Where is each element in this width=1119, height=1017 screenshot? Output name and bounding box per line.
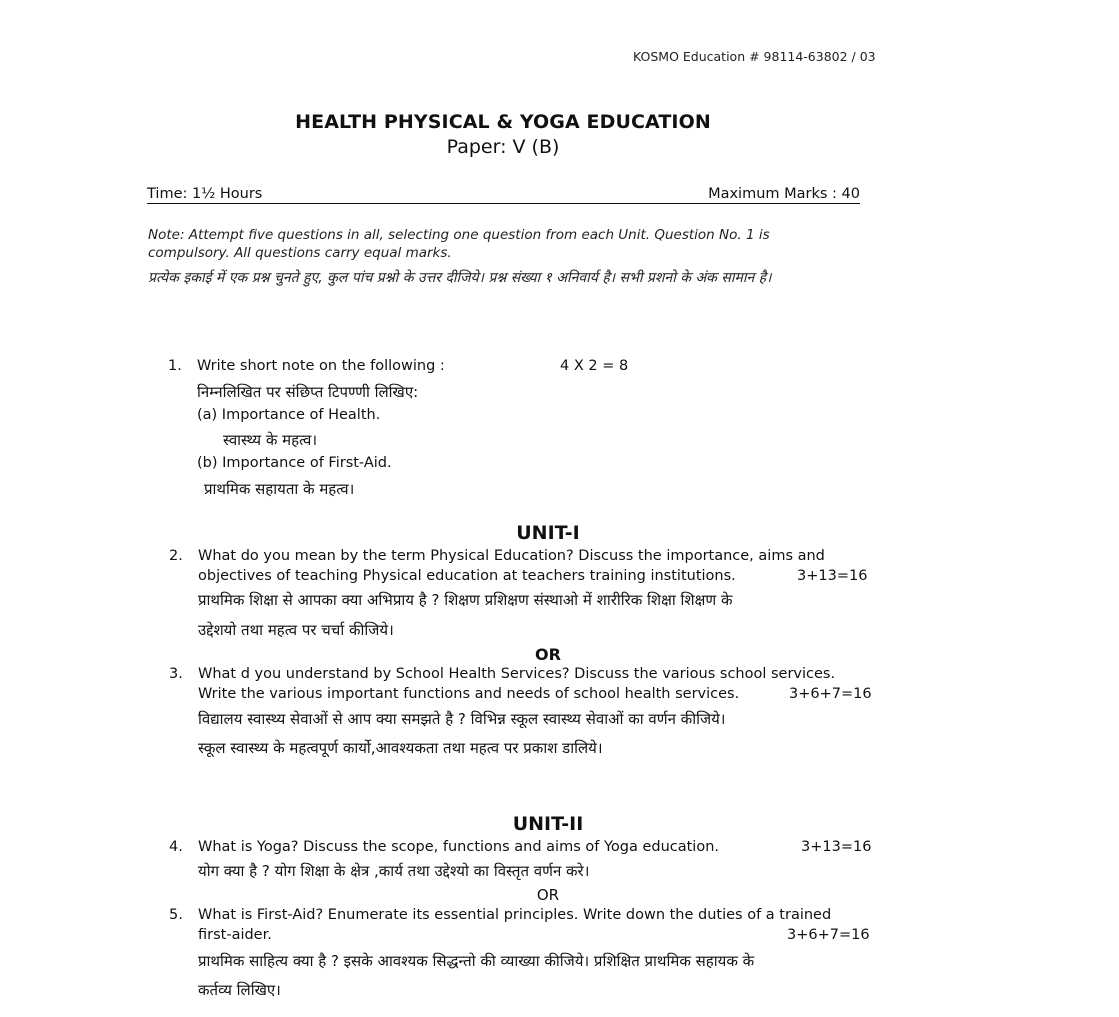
q5-marks: 3+6+7=16 xyxy=(787,927,870,943)
q3-hindi2: स्कूल स्वास्थ्य के महत्वपूर्ण कार्यो,आवश्यकता तथा महत्व पर प्रकाश डालिये। xyxy=(198,739,603,757)
q4-number: 4. xyxy=(169,839,183,855)
q2-hindi2: उद्देशयो तथा महत्व पर चर्चा कीजिये। xyxy=(198,621,394,639)
q2-line2: objectives of teaching Physical education at teachers training institutions. xyxy=(198,568,736,584)
unit-2-heading: UNIT-II xyxy=(512,813,584,835)
q2-marks: 3+13=16 xyxy=(797,568,868,584)
q4-hindi1: योग क्या है ? योग शिक्षा के क्षेत्र ,कार्य तथा उद्देश्यो का विस्तृत वर्णन करे। xyxy=(198,862,590,880)
paper-title: HEALTH PHYSICAL & YOGA EDUCATION xyxy=(295,111,711,133)
q1-marks: 4 X 2 = 8 xyxy=(560,358,629,374)
or-divider-1: OR xyxy=(535,645,561,664)
q3-marks: 3+6+7=16 xyxy=(789,686,872,702)
paper-subtitle: Paper: V (B) xyxy=(446,136,560,158)
q1-hindi: निम्नलिखित पर संछिप्त टिपण्णी लिखिए: xyxy=(197,383,419,401)
note-hindi: प्रत्येक इकाई में एक प्रश्न चुनते हुए, कुल पांच प्रश्नो के उत्तर दीजिये। प्रश्न संख्या १ अनिवार्य है। सभी प्रशनो के अंक सामान है। xyxy=(148,270,772,286)
q1-part-a-hindi: स्वास्थ्य के महत्व। xyxy=(223,431,318,449)
note-english: Note: Attempt five questions in all, selecting one question from each Unit. Question No. 1 is compulsory. All questions carry equal marks. xyxy=(148,227,770,261)
q4-line1: What is Yoga? Discuss the scope, functions and aims of Yoga education. xyxy=(198,839,720,855)
unit-1-heading: UNIT-I xyxy=(516,522,580,544)
q1-part-a: (a) Importance of Health. xyxy=(197,407,381,423)
q5-number: 5. xyxy=(169,907,183,923)
q2-hindi1: प्राथमिक शिक्षा से आपका क्या अभिप्राय है ? शिक्षण प्रशिक्षण संस्थाओ में शारीरिक शिक्षा शिक्षण के xyxy=(198,591,733,609)
max-marks-label: Maximum Marks : 40 xyxy=(708,186,860,202)
q5-hindi2: कर्तव्य लिखिए। xyxy=(198,981,281,999)
q5-line2: first-aider. xyxy=(198,927,272,943)
q5-hindi1: प्राथमिक साहित्य क्या है ? इसके आवश्यक सिद्धन्तो की व्याख्या कीजिये। प्रशिक्षित प्राथमिक सहायक के xyxy=(198,952,755,970)
q1-part-b: (b) Importance of First-Aid. xyxy=(197,455,392,471)
header-reference: KOSMO Education # 98114-63802 / 03 xyxy=(633,49,876,64)
q3-number: 3. xyxy=(169,666,183,682)
q3-line1: What d you understand by School Health Services? Discuss the various school services. xyxy=(198,666,836,682)
q3-line2: Write the various important functions and needs of school health services. xyxy=(198,686,740,702)
q1-part-b-hindi: प्राथमिक सहायता के महत्व। xyxy=(204,480,355,498)
time-label: Time: 1½ Hours xyxy=(147,186,263,202)
q5-line1: What is First-Aid? Enumerate its essential principles. Write down the duties of a trained xyxy=(198,907,832,923)
or-divider-2: OR xyxy=(536,886,560,904)
q2-number: 2. xyxy=(169,548,183,564)
q1-text: Write short note on the following : xyxy=(197,358,445,374)
q2-line1: What do you mean by the term Physical Education? Discuss the importance, aims and xyxy=(198,548,825,564)
q3-hindi1: विद्यालय स्वास्थ्य सेवाओं से आप क्या समझते है ? विभिन्न स्कूल स्वास्थ्य सेवाओं का वर्णन कीजिये। xyxy=(198,710,726,728)
q1-number: 1. xyxy=(168,358,182,374)
time-marks-row xyxy=(147,186,860,204)
q4-marks: 3+13=16 xyxy=(801,839,872,855)
